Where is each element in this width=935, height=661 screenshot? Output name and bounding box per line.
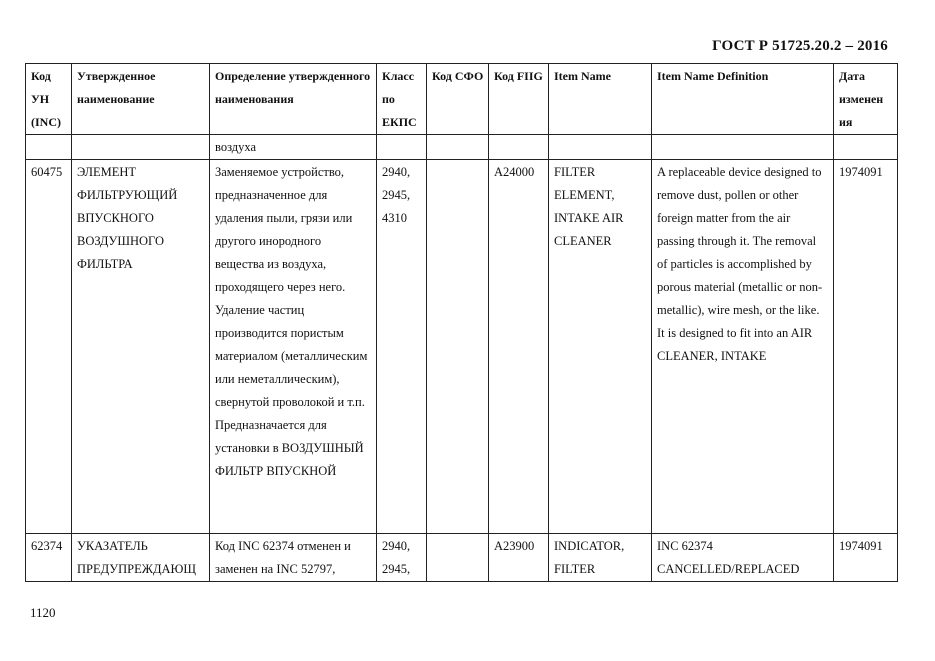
cell-change-date: 1974091 bbox=[834, 160, 898, 534]
cell-definition: Заменяемое устройство, предназначенное для удаления пыли, грязи или другого инородного вещества из воздуха, проходящего через него. Удаление частиц производится пористым материалом (металлическим или неметаллическим), свернутой проволокой и т.п. Предназначается для установки в ВОЗДУШНЫЙ ФИЛЬТР ВПУСКНОЙ bbox=[210, 160, 377, 534]
col-header-fiig-code: Код FIIG bbox=[489, 64, 549, 135]
table-cell bbox=[26, 135, 72, 160]
cell-approved-name: ЭЛЕМЕНТ ФИЛЬТРУЮЩИЙ ВПУСКНОГО ВОЗДУШНОГО ФИЛЬТРА bbox=[72, 160, 210, 534]
cell-ekps-class: 2940, 2945, 4310 bbox=[377, 160, 427, 534]
cell-change-date: 1974091 bbox=[834, 534, 898, 582]
table-row bbox=[26, 160, 898, 534]
col-header-ekps-class: Класс по ЕКПС bbox=[377, 64, 427, 135]
col-header-sfo-code: Код СФО bbox=[427, 64, 489, 135]
col-header-approved-name: Утвержденное наименование bbox=[72, 64, 210, 135]
cell-sfo-code bbox=[427, 534, 489, 582]
cell-item-name: FILTER ELEMENT, INTAKE AIR CLEANER bbox=[549, 160, 652, 534]
table-cell bbox=[489, 135, 549, 160]
cell-approved-name: УКАЗАТЕЛЬ ПРЕДУПРЕЖДАЮЩ bbox=[72, 534, 210, 582]
table-cell bbox=[834, 135, 898, 160]
col-header-inc: Код УН (INC) bbox=[26, 64, 72, 135]
cell-sfo-code bbox=[427, 160, 489, 534]
table-cell bbox=[427, 135, 489, 160]
table-cell bbox=[377, 135, 427, 160]
table-cell bbox=[72, 135, 210, 160]
table-row bbox=[26, 534, 898, 582]
col-header-change-date: Дата изменен ия bbox=[834, 64, 898, 135]
table-cell: воздуха bbox=[210, 135, 377, 160]
table-row-continuation bbox=[26, 135, 898, 160]
page-number: 1120 bbox=[30, 605, 56, 620]
table-cell bbox=[652, 135, 834, 160]
col-header-item-name: Item Name bbox=[549, 64, 652, 135]
cell-definition: Код INC 62374 отменен и заменен на INC 52797, bbox=[210, 534, 377, 582]
table-cell bbox=[549, 135, 652, 160]
cell-inc: 62374 bbox=[26, 534, 72, 582]
col-header-item-name-definition: Item Name Definition bbox=[652, 64, 834, 135]
col-header-definition: Определение утвержденного наименования bbox=[210, 64, 377, 135]
cell-fiig-code: A23900 bbox=[489, 534, 549, 582]
catalog-table bbox=[25, 63, 898, 582]
cell-fiig-code: A24000 bbox=[489, 160, 549, 534]
table-header-row bbox=[26, 64, 898, 135]
cell-item-name-definition: INC 62374 CANCELLED/REPLACED bbox=[652, 534, 834, 582]
cell-item-name: INDICATOR, FILTER bbox=[549, 534, 652, 582]
cell-item-name-definition: A replaceable device designed to remove dust, pollen or other foreign matter from the air passing through it. The removal of particles is accomplished by porous material (metallic or non-metallic), wire mesh, or the like. It is designed to fit into an AIR CLEANER, INTAKE bbox=[652, 160, 834, 534]
cell-inc: 60475 bbox=[26, 160, 72, 534]
document-standard-header: ГОСТ Р 51725.20.2 – 2016 bbox=[712, 38, 888, 54]
cell-ekps-class: 2940, 2945, bbox=[377, 534, 427, 582]
